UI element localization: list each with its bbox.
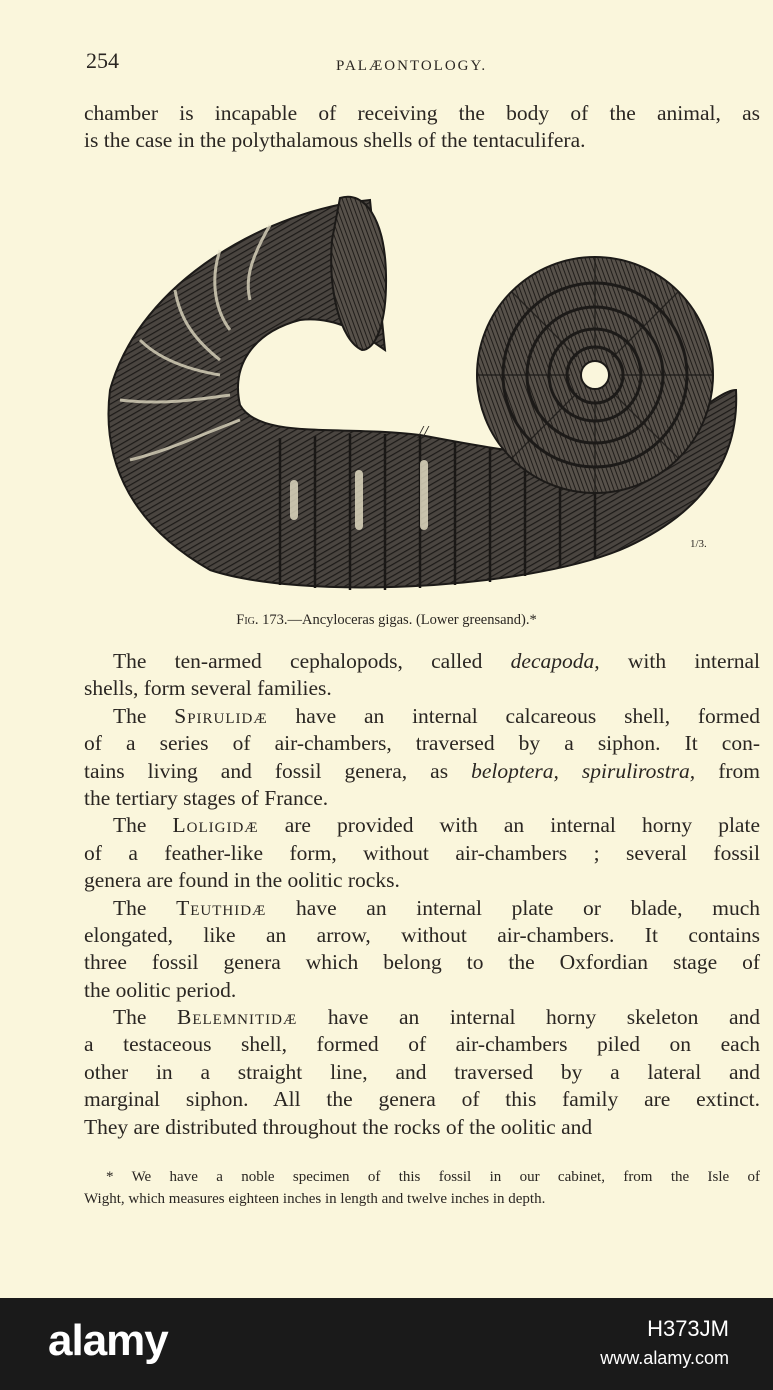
scale-mark: 1/3. [690,538,707,550]
text-run: They are distributed throughout the rocks of the oolitic and [84,1114,593,1139]
text-line [84,812,760,839]
page-number: 254 [86,48,119,73]
text-run: a testaceous shell, formed of air-chambers piled on each [84,1032,760,1057]
text-run: The [113,895,177,920]
text-run: other in a straight line, and traversed by a lateral and [84,1059,760,1084]
text-line [84,675,760,702]
text-run: have an internal calcareous shell, formed [267,703,760,728]
text-run: The [113,703,175,728]
text-run: shells, form several families. [84,676,332,701]
svg-text://: // [418,422,429,442]
intro-text [84,100,760,155]
text-line [84,1004,760,1031]
italic-term: beloptera, spirulirostra, [471,758,696,783]
figure-caption [0,612,773,629]
text-line [84,730,760,757]
footnote [84,1166,760,1210]
fossil-illustration [100,190,750,600]
text-line [84,949,760,976]
footnote-line: Wight, which measures eighteen inches in length and twelve inches in depth. [84,1191,546,1207]
watermark-bar [0,1298,773,1390]
text-run: of a feather-like form, without air-chambers ; several fossil [84,840,760,865]
text-run: The [113,813,173,838]
text-line [84,895,760,922]
text-line [84,703,760,730]
text-run: the oolitic period. [84,977,237,1002]
brand-logo: alamy [48,1316,168,1365]
text-line: is the case in the polythalamous shells of the tentaculifera. [84,128,586,153]
text-run: have an internal plate or blade, much [266,895,760,920]
text-run: elongated, like an arrow, without air-chambers. It contains [84,922,760,947]
site-url: www.alamy.com [600,1348,729,1368]
text-run: genera are found in the oolitic rocks. [84,868,400,893]
text-run: from [695,758,760,783]
text-line [84,1059,760,1086]
text-run: The ten-armed cephalopods, called [113,649,511,673]
family-name: Loligidæ [172,813,259,838]
text-line [84,1086,760,1113]
running-head: PALÆONTOLOGY. [336,58,488,74]
text-run: with internal [599,649,760,673]
text-line [84,840,760,867]
text-line [84,648,760,675]
family-name: Spirulidæ [174,703,268,728]
family-name: Teuthidæ [176,895,267,920]
text-line [84,1031,760,1058]
text-line [84,977,760,1004]
italic-term: decapoda, [510,649,600,673]
family-name: Belemnitidæ [176,1005,298,1030]
text-run: marginal siphon. All the genera of this family are extinct. [84,1087,760,1112]
text-line [84,785,760,812]
text-run: have an internal horny skeleton and [297,1005,760,1030]
text-run: are provided with an internal horny plate [258,813,760,838]
text-run: tains living and fossil genera, as [84,758,472,783]
footnote-line: * We have a noble specimen of this fossil in our cabinet, from the Isle of [106,1169,760,1185]
text-line [84,922,760,949]
text-line [84,1114,760,1141]
text-run: three fossil genera which belong to the Oxfordian stage of [84,950,760,975]
text-line: chamber is incapable of receiving the body of the animal, as [84,101,760,125]
figure-caption-text: —Ancyloceras gigas. (Lower greensand).* [287,612,537,628]
figure-label: Fig. 173. [236,612,288,628]
body-text [84,648,760,1141]
image-id: H373JM [647,1316,729,1341]
text-run: of a series of air-chambers, traversed by a siphon. It con- [84,731,760,756]
text-line [84,867,760,894]
text-line [84,758,760,785]
text-run: The [113,1005,177,1030]
text-run: the tertiary stages of France. [84,785,329,810]
